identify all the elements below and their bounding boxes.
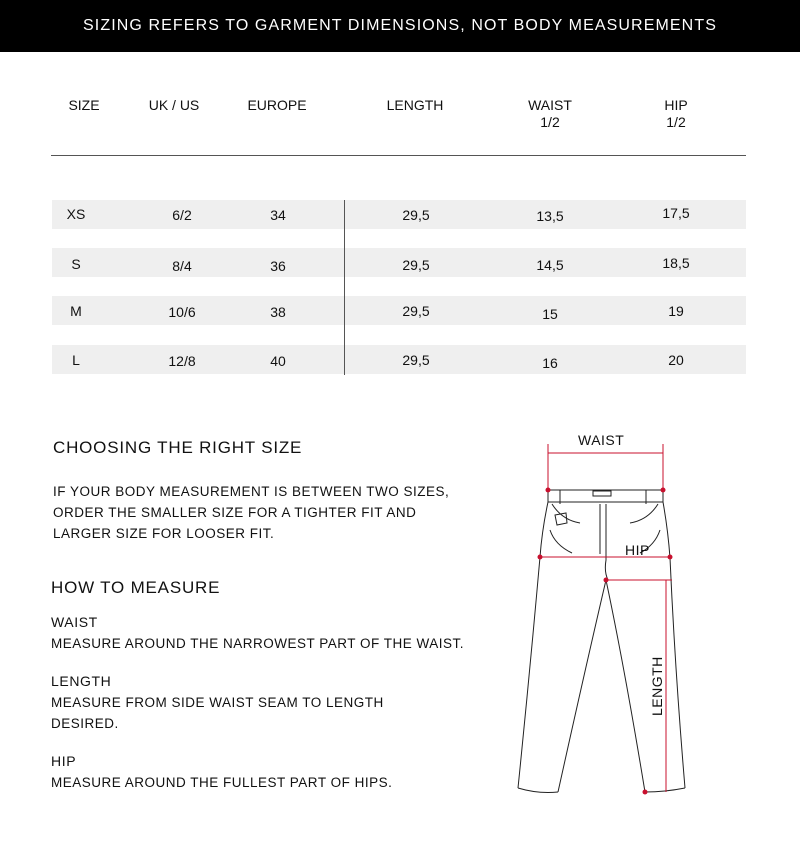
choosing-title: CHOOSING THE RIGHT SIZE [53, 438, 303, 457]
header-europe [237, 97, 317, 114]
header-length [375, 97, 455, 114]
header-waist-label: WAIST [528, 97, 572, 113]
cell-hip: 20 [668, 352, 684, 368]
cell-size: XS [66, 206, 86, 222]
column-divider [344, 200, 345, 375]
header-size [58, 97, 110, 114]
measurement-points [538, 488, 673, 795]
waist-text: MEASURE AROUND THE NARROWEST PART OF THE WAIST. [51, 636, 465, 651]
cell-europe: 34 [270, 207, 286, 223]
header-size-label: SIZE [68, 97, 100, 113]
cell-length: 29,5 [402, 303, 430, 319]
diagram-waist-label: WAIST [578, 432, 625, 448]
header-uk-us-label: UK / US [148, 97, 200, 113]
header-waist-sub: 1/2 [540, 114, 560, 130]
cell-europe: 38 [270, 304, 286, 320]
length-line: MEASURE FROM SIDE WAIST SEAM TO LENGTH [51, 695, 384, 710]
header-divider [51, 155, 746, 156]
cell-size: L [72, 352, 80, 368]
header-uk-us [134, 97, 214, 114]
jeans-diagram [500, 420, 700, 810]
diagram-length-label: LENGTH [649, 656, 665, 716]
cell-europe: 36 [270, 258, 286, 274]
diagram-hip-label: HIP [625, 542, 650, 558]
sizing-banner: SIZING REFERS TO GARMENT DIMENSIONS, NOT BODY MEASUREMENTS [0, 0, 800, 52]
choosing-text [53, 481, 449, 544]
choosing-line: IF YOUR BODY MEASUREMENT IS BETWEEN TWO SIZES, [53, 484, 450, 499]
waist-label: WAIST [51, 614, 98, 630]
cell-uk-us: 8/4 [172, 258, 192, 274]
table-row [52, 200, 746, 229]
choosing-line: ORDER THE SMALLER SIZE FOR A TIGHTER FIT AND [53, 505, 417, 520]
header-hip-label: HIP [664, 97, 688, 113]
table-row [52, 296, 746, 325]
jeans-outline [518, 490, 685, 793]
cell-uk-us: 6/2 [172, 207, 192, 223]
cell-size: S [71, 256, 81, 272]
cell-hip: 18,5 [662, 255, 690, 271]
length-text [51, 692, 384, 734]
header-hip-sub: 1/2 [666, 114, 686, 130]
cell-waist: 15 [542, 306, 558, 322]
header-length-label: LENGTH [386, 97, 444, 113]
header-hip [636, 97, 716, 131]
cell-waist: 13,5 [536, 208, 564, 224]
cell-length: 29,5 [402, 207, 430, 223]
cell-hip: 17,5 [662, 205, 690, 221]
cell-length: 29,5 [402, 352, 430, 368]
hip-text: MEASURE AROUND THE FULLEST PART OF HIPS. [51, 775, 393, 790]
choosing-line: LARGER SIZE FOR LOOSER FIT. [53, 526, 275, 541]
cell-europe: 40 [270, 353, 286, 369]
table-row [52, 248, 746, 277]
cell-uk-us: 12/8 [168, 353, 196, 369]
how-title: HOW TO MEASURE [51, 578, 221, 597]
header-europe-label: EUROPE [247, 97, 307, 113]
cell-size: M [70, 303, 82, 319]
cell-waist: 16 [542, 355, 558, 371]
cell-waist: 14,5 [536, 257, 564, 273]
cell-length: 29,5 [402, 257, 430, 273]
hip-label: HIP [51, 753, 77, 769]
cell-hip: 19 [668, 303, 684, 319]
length-label: LENGTH [51, 673, 112, 689]
header-waist [510, 97, 590, 131]
length-line: DESIRED. [51, 716, 119, 731]
table-row [52, 345, 746, 374]
cell-uk-us: 10/6 [168, 304, 196, 320]
